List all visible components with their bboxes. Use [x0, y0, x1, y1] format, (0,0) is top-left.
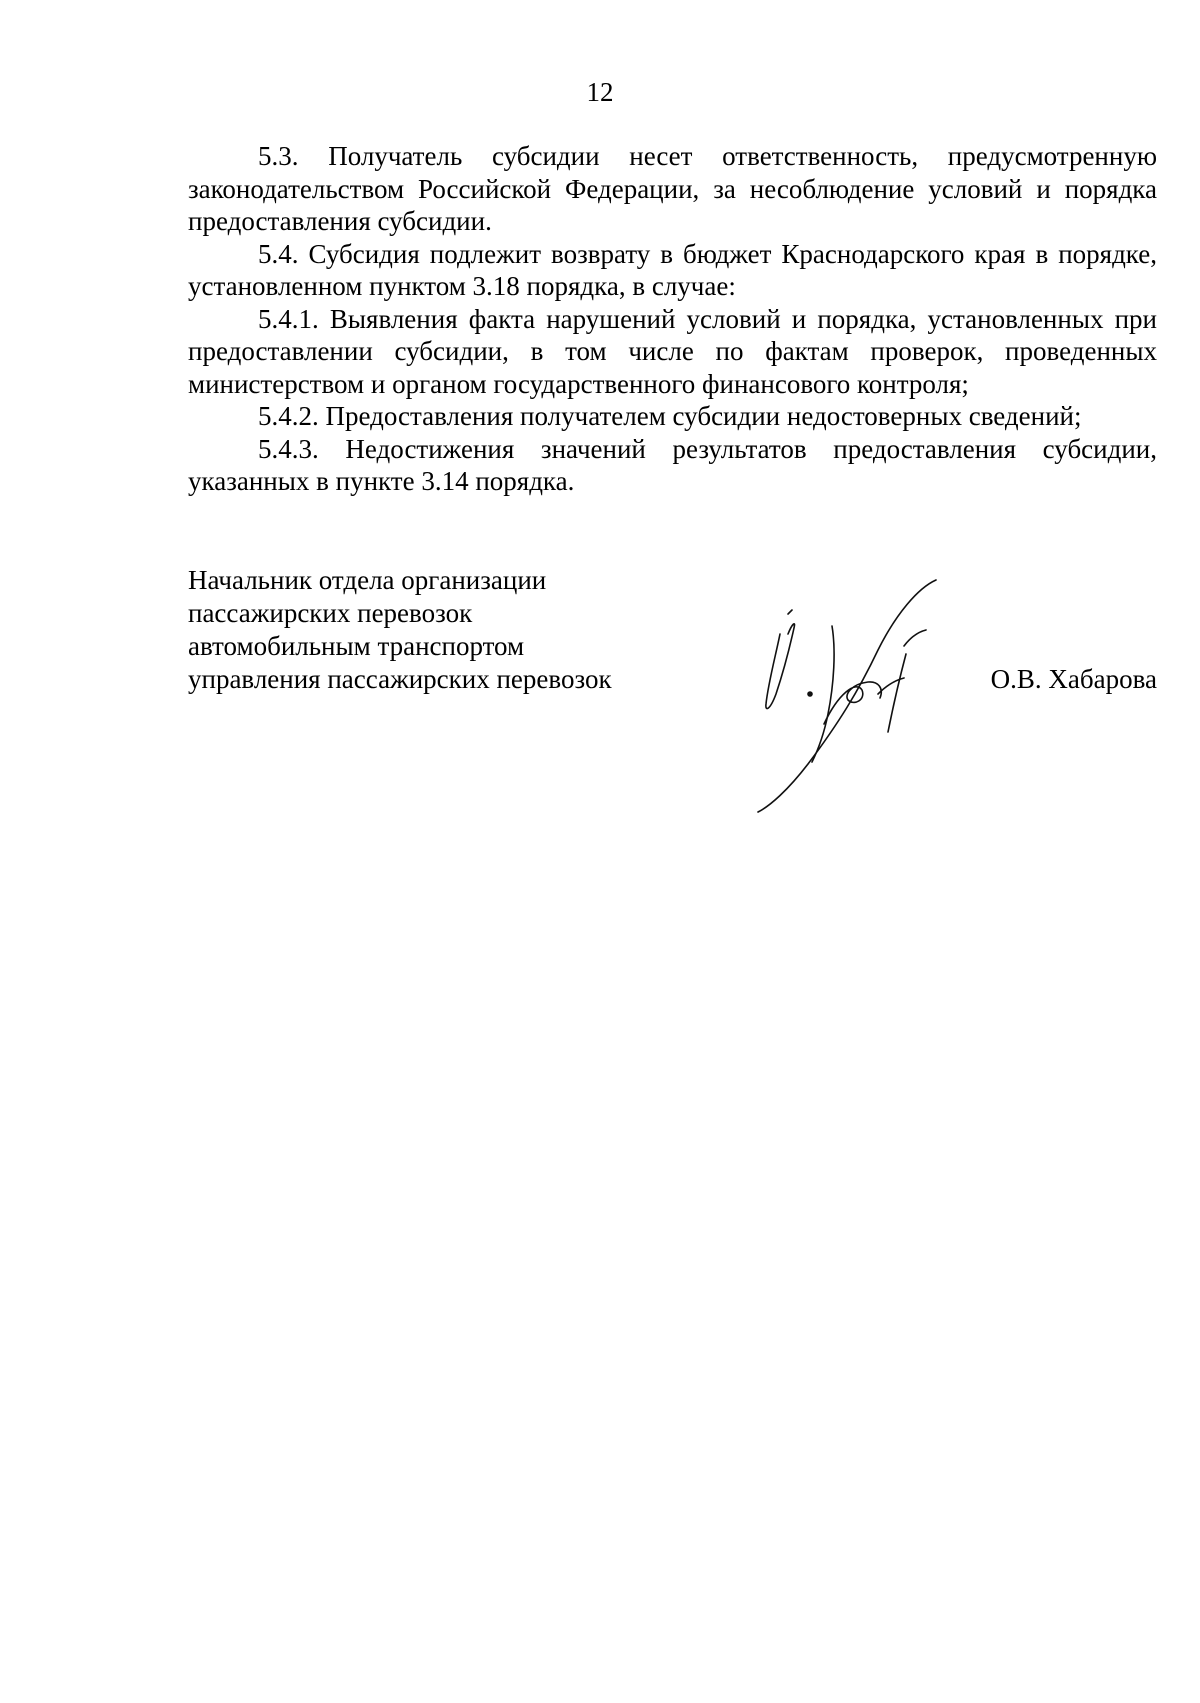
signer-name: О.В. Хабарова [990, 664, 1157, 694]
document-body [188, 140, 1157, 498]
paragraph-5-4-2: 5.4.2. Предоставления получателем субсидии недостоверных сведений; [258, 401, 1082, 431]
paragraph-5-4-1: 5.4.1. Выявления факта нарушений условий и порядка, установленных при предоставлении субсидии, в том числе по фактам проверок, проведенных министерством и органом государственного финансового контроля; [188, 303, 1157, 399]
signer-position [188, 564, 612, 696]
paragraph-5-4-3: 5.4.3. Недостижения значений результатов предоставления субсидии, указанных в пункте 3.14 порядка. [188, 433, 1157, 496]
paragraph-5-4: 5.4. Субсидия подлежит возврату в бюджет Краснодарского края в порядке, установленном пунктом 3.18 порядка, в случае: [188, 238, 1157, 301]
signer-position-line: пассажирских перевозок [188, 598, 473, 628]
signer-position-line: автомобильным транспортом [188, 631, 525, 661]
signature-block [188, 564, 1157, 814]
handwritten-signature [728, 554, 968, 814]
paragraph-5-3: 5.3. Получатель субсидии несет ответственность, предусмотренную законодательством Российской Федерации, за несоблюдение условий и порядка предоставления субсидии. [188, 141, 1157, 236]
signer-position-line: Начальник отдела организации [188, 565, 547, 595]
page-number: 12 [586, 77, 614, 107]
signer-position-line: управления пассажирских перевозок [188, 664, 612, 694]
